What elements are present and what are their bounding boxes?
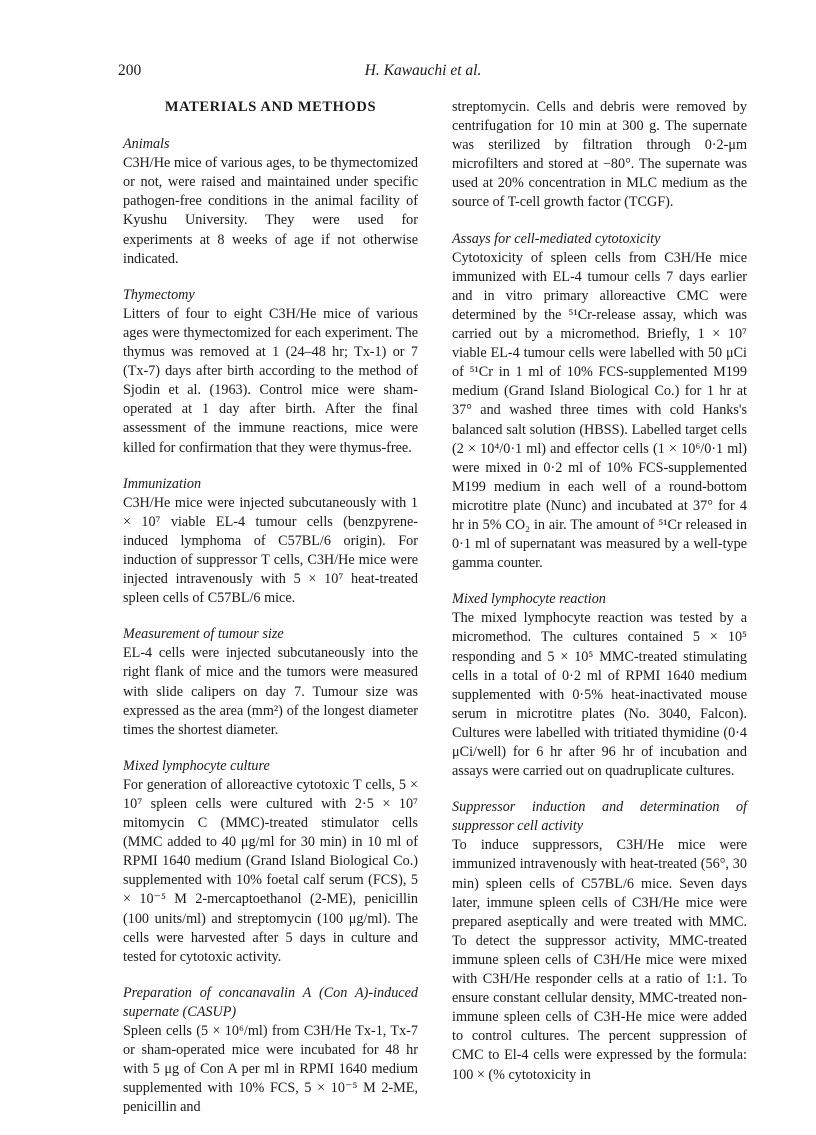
- paragraph-suppressor-induction: To induce suppressors, C3H/He mice were immunized intravenously with heat-treated (56°, 30 min) spleen cells of C57BL/6 mice. Seven days later, immune spleen cells of C3H/He mice were prepared aseptically and were treated with MMC. To detect the suppressor activity, MMC-treated immune spleen cells of C3H/He mice were mixed with C3H/He responder cells at a ratio of 1:1. To ensure constant cellular density, MMC-treated non-immune spleen cells of C3H-He mice were added to control cultures. The percent suppression of CMC to El-4 cells were expressed by the formula: 100 × (% cytotoxicity in: [452, 837, 747, 1083]
- subheading-animals: Animals: [123, 136, 170, 153]
- subheading-suppressor-induction: Suppressor induction and determination of suppressor cell activity: [452, 799, 747, 835]
- subheading-immunization: Immunization: [123, 475, 202, 492]
- page-number: 200: [118, 62, 142, 79]
- subheading-mixed-lymphocyte-culture: Mixed lymphocyte culture: [123, 757, 270, 774]
- paragraph-mixed-lymphocyte-reaction: The mixed lymphocyte reaction was tested by a micromethod. The cultures contained 5 × 10⁵ responding and 5 × 10⁵ MMC-treated stimulating cells in a total of 0·2 ml of RPMI 1640 medium supplemented with 0·5% heat-inactivated mouse serum in microtitre plates (No. 3040, Falcon). Cultures were labelled with tritiated thymidine (0·4 μCi/well) for 6 hr after 96 hr of incubation and assays were carried out on quadruplicate cultures.: [452, 610, 747, 780]
- paragraph-immunization: C3H/He mice were injected subcutaneously with 1 × 10⁷ viable EL-4 tumour cells (benzpyrene-induced lymphoma of C57BL/6 origin). For induction of suppressor T cells, C3H/He mice were injected intravenously with 5 × 10⁷ heat-treated spleen cells of C57BL/6 mice.: [123, 494, 418, 607]
- page-header: [118, 62, 728, 82]
- left-column: [123, 98, 418, 1135]
- paragraph-tumour-size: EL-4 cells were injected subcutaneously into the right flank of mice and the tumors were measured with slide calipers on day 7. Tumour size was expressed as the area (mm²) of the longest diameter times the shortest diameter.: [123, 645, 418, 738]
- subheading-tumour-size: Measurement of tumour size: [123, 626, 284, 643]
- section-title: MATERIALS AND METHODS: [164, 99, 377, 115]
- paragraph-animals: C3H/He mice of various ages, to be thymectomized or not, were raised and maintained under specific pathogen-free conditions in the animal facility of Kyushu University. They were used for experiments at 8 weeks of age if not otherwise indicated.: [123, 155, 418, 267]
- running-head: H. Kawauchi et al.: [364, 62, 482, 79]
- subheading-cytotoxicity-assays: Assays for cell-mediated cytotoxicity: [452, 230, 661, 247]
- right-column: [452, 98, 747, 1102]
- subheading-mixed-lymphocyte-reaction: Mixed lymphocyte reaction: [452, 591, 606, 608]
- subheading-casup: Preparation of concanavalin A (Con A)-induced supernate (CASUP): [123, 984, 418, 1020]
- paragraph-thymectomy: Litters of four to eight C3H/He mice of various ages were thymectomized for each experiment. The thymus was removed at 1 (24–48 hr; Tx-1) or 7 (Tx-7) days after birth according to the method of Sjodin et al. (1963). Control mice were sham-operated at 1 day after birth. After the final assessment of the immune reactions, mice were killed for confirmation that they were thymus-free.: [123, 305, 418, 456]
- paragraph-cytotoxicity-assays: Cytotoxicity of spleen cells from C3H/He mice immunized with EL-4 tumour cells 7 days earlier and in vitro primary alloreactive CMC were determined by the ⁵¹Cr-release assay, which was carried out by a micromethod. Briefly, 1 × 10⁷ viable EL-4 tumour cells were labelled with 50 μCi of ⁵¹Cr in 1 ml of 10% FCS-supplemented M199 medium (Grand Island Biological Co.) for 1 hr at 37° and washed three times with cold Hanks's balanced salt solution (HBSS). Labelled target cells (2 × 10⁴/0·1 ml) and effector cells (1 × 10⁶/0·1 ml) were mixed in 0·2 ml of 10% FCS-supplemented M199 medium in each well of a round-bottom microtitre plate (Nunc) and incubated at 37° for 4 hr in 5% CO₂ in air. The amount of ⁵¹Cr released in 0·1 ml of supernatant was measured by a well-type gamma counter.: [452, 249, 747, 572]
- paragraph-mixed-lymphocyte-culture: For generation of alloreactive cytotoxic T cells, 5 × 10⁷ spleen cells were cultured with 2·5 × 10⁷ mitomycin C (MMC)-treated stimulator cells (MMC added to 40 μg/ml for 30 min) in 10 ml of RPMI 1640 medium (Grand Island Biological Co.) supplemented with 10% foetal calf serum (FCS), 5 × 10⁻⁵ M 2-mercaptoethanol (2-ME), penicillin (100 units/ml) and streptomycin (100 μg/ml). The cells were harvested after 5 days in culture and tested for cytotoxic activity.: [123, 776, 418, 965]
- paragraph-casup-continued: streptomycin. Cells and debris were removed by centrifugation for 10 min at 300 g. The supernate was sterilized by filtration through 0·2-μm microfilters and stored at −80°. The supernate was used at 20% concentration in MLC medium as the source of T-cell growth factor (TCGF).: [452, 99, 747, 211]
- subheading-thymectomy: Thymectomy: [123, 286, 195, 303]
- paragraph-casup: Spleen cells (5 × 10⁶/ml) from C3H/He Tx-1, Tx-7 or sham-operated mice were incubated for 48 hr with 5 μg of Con A per ml in RPMI 1640 medium supplemented with 10% FCS, 5 × 10⁻⁵ M 2-ME, penicillin and: [123, 1023, 418, 1116]
